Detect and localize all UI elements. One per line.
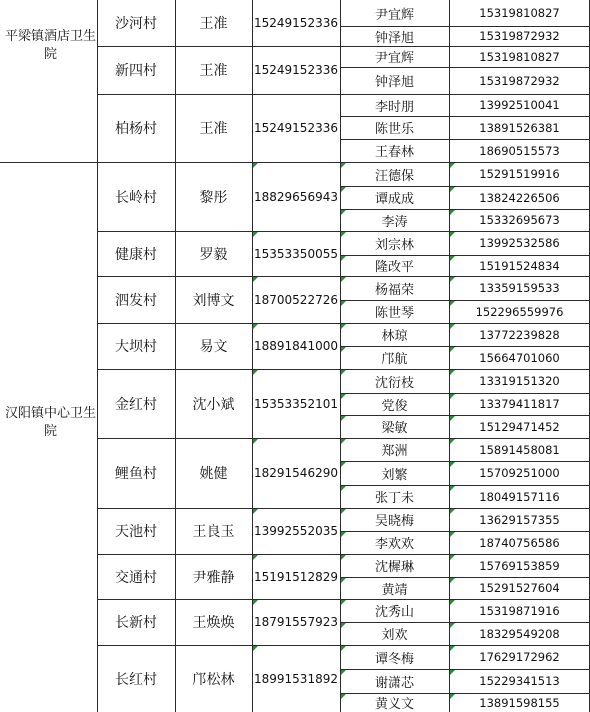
village-doctor: 尹雅静	[192, 569, 235, 586]
cell-marker-icon	[450, 486, 455, 491]
village-name: 柏杨村	[115, 121, 157, 137]
cell-marker-icon	[341, 324, 346, 329]
village-name: 泗发村	[115, 292, 157, 309]
doctor-phone: 18791557923	[254, 615, 338, 629]
grid-line	[340, 300, 590, 301]
member-name: 刘欢	[381, 628, 408, 643]
member-phone: 13319151320	[479, 374, 560, 388]
village-doctor: 王准	[199, 121, 228, 137]
grid-line	[252, 0, 253, 712]
cell-marker-icon	[450, 347, 455, 352]
cell-marker-icon	[450, 600, 455, 605]
cell-marker-icon	[341, 370, 346, 375]
doctor-phone: 18991531892	[254, 671, 338, 686]
member-phone: 17629172962	[479, 650, 560, 664]
member-name: 汪德保	[374, 168, 414, 184]
village-doctor: 王焕焕	[192, 615, 235, 631]
cell-marker-icon	[341, 439, 346, 444]
cell-marker-icon	[253, 324, 258, 329]
grid-line	[340, 255, 590, 256]
member-phone: 13379411817	[479, 397, 560, 411]
member-phone: 13992532586	[479, 236, 560, 250]
village-name: 长新村	[115, 615, 157, 631]
cell-marker-icon	[450, 578, 455, 583]
cell-marker-icon	[450, 694, 455, 699]
village-doctor: 易文	[199, 339, 228, 355]
member-name: 陈世琴	[374, 306, 414, 321]
cell-marker-icon	[450, 532, 455, 537]
member-phone: 15291527604	[479, 581, 560, 595]
village-doctor: 刘博文	[192, 292, 235, 309]
grid-line	[340, 26, 590, 27]
grid-line	[340, 622, 590, 623]
cell-marker-icon	[450, 163, 455, 168]
grid-line	[97, 508, 590, 509]
member-name: 谭成成	[374, 192, 414, 207]
member-phone: 15129471452	[479, 419, 560, 434]
cell-marker-icon	[253, 370, 258, 375]
member-name: 梁敏	[381, 421, 408, 436]
village-doctor: 邝松林	[192, 671, 235, 688]
grid-line	[340, 346, 590, 347]
member-name: 邝航	[381, 352, 408, 367]
cell-marker-icon	[253, 509, 258, 514]
member-name: 黄靖	[381, 582, 408, 598]
cell-marker-icon	[341, 277, 346, 282]
doctor-phone: 18829656943	[254, 189, 338, 204]
cell-marker-icon	[450, 509, 455, 514]
cell-marker-icon	[253, 555, 258, 560]
member-phone: 15319872932	[479, 29, 560, 43]
doctor-phone: 15353350055	[254, 246, 338, 261]
cell-marker-icon	[341, 532, 346, 537]
village-doctor: 王准	[199, 63, 228, 79]
grid-line	[340, 186, 590, 187]
doctor-phone: 15249152336	[254, 121, 338, 135]
grid-line	[340, 669, 590, 670]
cell-marker-icon	[450, 210, 455, 215]
cell-marker-icon	[450, 623, 455, 628]
member-phone: 18740756586	[479, 535, 560, 550]
cell-marker-icon	[253, 163, 258, 168]
cell-marker-icon	[341, 163, 346, 168]
grid-line	[97, 599, 590, 600]
grid-line	[97, 554, 590, 555]
village-doctor: 姚健	[199, 466, 228, 482]
member-phone: 18049157116	[479, 489, 560, 504]
member-phone: 15664701060	[479, 350, 560, 365]
member-phone: 13891526381	[479, 120, 560, 135]
grid-line	[340, 116, 590, 117]
cell-marker-icon	[450, 646, 455, 651]
member-name: 张丁未	[374, 491, 414, 506]
cell-marker-icon	[253, 646, 258, 651]
village-doctor: 沈小斌	[192, 396, 235, 413]
member-phone: 152296559976	[475, 304, 564, 319]
village-doctor: 黎彤	[199, 189, 228, 206]
hospital-name: 平梁镇酒店卫生院	[4, 29, 96, 62]
member-name: 刘繁	[381, 467, 408, 483]
cell-marker-icon	[450, 370, 455, 375]
grid-line	[97, 369, 590, 370]
doctor-phone: 18700522726	[254, 292, 338, 307]
doctor-phone: 13992552035	[254, 524, 338, 538]
cell-marker-icon	[341, 301, 346, 306]
grid-line	[97, 438, 590, 439]
member-name: 钟泽旭	[374, 75, 414, 90]
grid-line	[340, 531, 590, 532]
village-name: 交通村	[115, 569, 157, 586]
grid-line	[340, 461, 590, 462]
cell-marker-icon	[450, 462, 455, 467]
member-name: 吴晓梅	[374, 514, 414, 529]
cell-marker-icon	[450, 187, 455, 192]
member-phone: 15191524834	[479, 258, 560, 273]
grid-line	[97, 0, 98, 712]
grid-line	[340, 693, 590, 694]
village-name: 天池村	[115, 524, 157, 540]
member-name: 陈世乐	[374, 122, 414, 137]
cell-marker-icon	[341, 486, 346, 491]
cell-marker-icon	[450, 555, 455, 560]
grid-line	[97, 323, 590, 324]
doctor-phone: 15249152336	[254, 63, 338, 77]
cell-marker-icon	[341, 646, 346, 651]
village-doctor: 王良玉	[192, 524, 235, 540]
cell-marker-icon	[341, 394, 346, 399]
cell-marker-icon	[341, 578, 346, 583]
cell-marker-icon	[341, 555, 346, 560]
cell-marker-icon	[341, 670, 346, 675]
grid-line	[340, 139, 590, 140]
member-phone: 15319871916	[479, 603, 560, 618]
village-name: 金红村	[115, 396, 157, 413]
member-name: 林琼	[381, 329, 408, 344]
member-name: 王春林	[374, 145, 414, 160]
grid-line	[340, 415, 590, 416]
member-phone: 15891458081	[479, 442, 560, 457]
grid-line	[340, 209, 590, 210]
grid-line	[97, 645, 590, 646]
cell-marker-icon	[450, 256, 455, 261]
cell-marker-icon	[341, 256, 346, 261]
member-name: 郑洲	[381, 444, 408, 459]
cell-marker-icon	[450, 301, 455, 306]
grid-line	[340, 577, 590, 578]
doctor-phone: 15249152336	[254, 16, 338, 30]
member-phone: 13359159533	[479, 281, 560, 295]
member-phone: 13891598155	[479, 695, 560, 710]
member-name: 谢潇芯	[374, 675, 414, 691]
doctor-phone: 18891841000	[254, 339, 338, 353]
member-phone: 15769153859	[479, 558, 560, 573]
cell-marker-icon	[253, 277, 258, 282]
grid-line	[340, 0, 341, 712]
doctor-phone: 18291546290	[254, 466, 338, 480]
village-doctor: 罗毅	[199, 246, 228, 263]
village-name: 新四村	[115, 63, 157, 79]
member-phone: 18329549208	[479, 626, 560, 641]
member-phone: 18690515573	[479, 143, 560, 158]
hospital-name: 汉阳镇中心卫生院	[4, 406, 96, 439]
member-name: 黄义文	[374, 697, 414, 712]
member-phone: 15229341513	[479, 674, 560, 688]
cell-marker-icon	[341, 210, 346, 215]
member-name: 沈秀山	[374, 605, 414, 620]
grid-line	[449, 0, 450, 712]
member-name: 李欢欢	[374, 537, 414, 552]
cell-marker-icon	[450, 277, 455, 282]
cell-marker-icon	[253, 600, 258, 605]
member-name: 沈樨琳	[374, 560, 414, 575]
cell-marker-icon	[450, 232, 455, 237]
cell-marker-icon	[341, 694, 346, 699]
member-name: 刘宗林	[374, 237, 414, 253]
member-phone: 15291519916	[479, 167, 560, 181]
member-name: 尹宜辉	[374, 7, 414, 23]
grid-line	[97, 46, 590, 47]
grid-line	[97, 276, 590, 277]
cell-marker-icon	[450, 416, 455, 421]
cell-marker-icon	[253, 232, 258, 237]
grid-line	[0, 162, 590, 163]
member-name: 杨福荣	[374, 282, 414, 298]
cell-marker-icon	[341, 600, 346, 605]
member-name: 谭冬梅	[374, 651, 414, 667]
member-phone: 15319810827	[479, 6, 560, 20]
grid-line	[340, 67, 590, 68]
doctor-phone: 15353352101	[254, 396, 338, 411]
cell-marker-icon	[341, 462, 346, 467]
member-phone: 13772239828	[479, 327, 560, 342]
member-name: 尹宜辉	[374, 51, 414, 66]
grid-line	[97, 94, 590, 95]
member-phone: 15332695673	[479, 213, 560, 227]
cell-marker-icon	[450, 439, 455, 444]
grid-line	[175, 0, 176, 712]
member-phone: 13629157355	[479, 512, 560, 527]
cell-marker-icon	[341, 187, 346, 192]
village-name: 鲤鱼村	[115, 466, 157, 482]
doctor-phone: 15191512829	[254, 569, 338, 584]
member-name: 李时朋	[374, 99, 414, 115]
member-phone: 13824226506	[479, 190, 560, 205]
cell-marker-icon	[253, 439, 258, 444]
village-name: 沙河村	[115, 16, 157, 32]
cell-marker-icon	[341, 509, 346, 514]
member-phone: 15319810827	[479, 49, 560, 64]
grid-line	[97, 231, 590, 232]
village-name: 大坝村	[115, 339, 157, 355]
member-name: 李涛	[381, 214, 408, 230]
member-name: 钟泽旭	[374, 30, 414, 46]
member-phone: 15319872932	[479, 73, 560, 88]
cell-marker-icon	[450, 670, 455, 675]
cell-marker-icon	[341, 416, 346, 421]
village-name: 长岭村	[115, 189, 157, 206]
grid-line	[340, 485, 590, 486]
village-name: 长红村	[115, 671, 157, 688]
member-name: 党俊	[381, 398, 408, 414]
village-doctor: 王准	[199, 16, 228, 32]
member-name: 沈衍枝	[374, 375, 414, 391]
cell-marker-icon	[341, 623, 346, 628]
member-name: 隆改平	[374, 260, 414, 275]
cell-marker-icon	[341, 347, 346, 352]
grid-line	[340, 393, 590, 394]
member-phone: 13992510041	[479, 98, 560, 112]
cell-marker-icon	[450, 394, 455, 399]
cell-marker-icon	[341, 232, 346, 237]
village-name: 健康村	[115, 246, 157, 263]
cell-marker-icon	[450, 324, 455, 329]
member-phone: 15709251000	[479, 466, 560, 480]
